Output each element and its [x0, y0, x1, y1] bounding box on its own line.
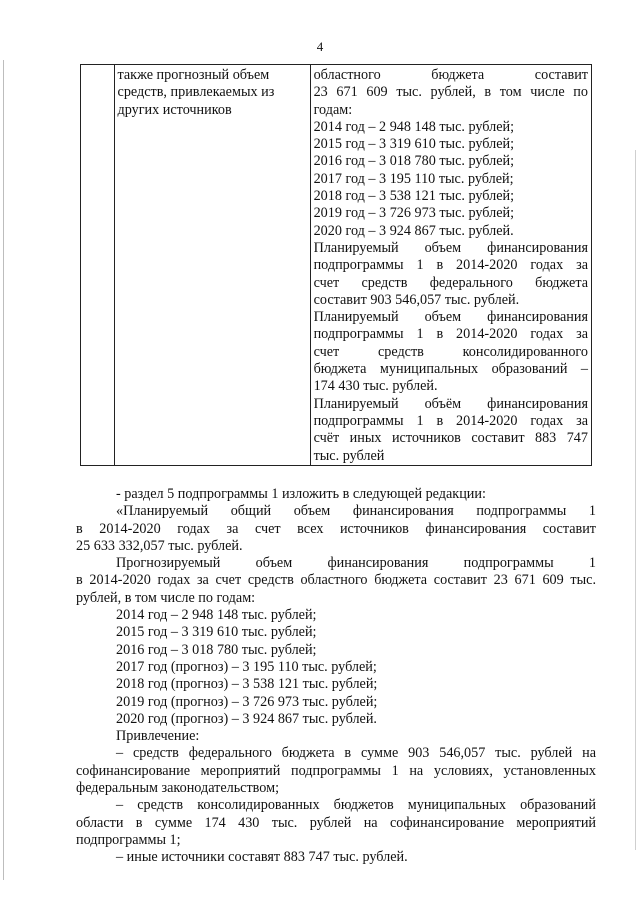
value-line: счёт иных источников составит 883 747 [313, 430, 588, 447]
value-line: подпрограммы 1 в 2014-2020 годах за [313, 412, 588, 429]
table-cell-label [114, 65, 310, 466]
label-line: также прогнозный объем [117, 67, 270, 83]
body-line: области в сумме 174 430 тыс. рублей на софинансирование мероприятий [76, 814, 596, 831]
value-line: областного бюджета составит [313, 67, 588, 83]
value-line: Планируемый объём финансирования [313, 395, 588, 412]
value-line: бюджета муниципальных образований – [313, 361, 588, 378]
value-line: счет средств консолидированного [313, 343, 588, 360]
scan-edge-right [635, 150, 636, 850]
value-line: 2015 год – 3 319 610 тыс. рублей; [313, 136, 515, 153]
value-line: подпрограммы 1 в 2014-2020 годах за [313, 326, 588, 343]
value-line: 23 671 609 тыс. рублей, в том числе по [313, 84, 588, 101]
body-line: рублей, в том числе по годам: [76, 589, 256, 606]
body-line: федеральным законодательством; [76, 780, 280, 797]
body-line: 2020 год (прогноз) – 3 924 867 тыс. рублей. [116, 710, 377, 727]
value-line: 2019 год – 3 726 973 тыс. рублей; [313, 205, 515, 222]
table-row [81, 65, 592, 466]
body-line: Привлечение: [116, 728, 200, 745]
table-cell-value [310, 65, 591, 466]
body-line: – иные источники составят 883 747 тыс. рублей. [116, 849, 408, 866]
body-line: - раздел 5 подпрограммы 1 изложить в следующей редакции: [116, 486, 486, 502]
value-line: подпрограммы 1 в 2014-2020 годах за [313, 257, 588, 274]
label-line: средств, привлекаемых из [117, 84, 275, 101]
value-line: Планируемый объем финансирования [313, 309, 588, 326]
value-line: 174 430 тыс. рублей. [313, 378, 438, 395]
body-line: – средств консолидированных бюджетов муниципальных образований [116, 797, 596, 814]
page-number: 4 [316, 39, 324, 54]
body-line: подпрограммы 1; [76, 831, 181, 848]
value-line: 2020 год – 3 924 867 тыс. рублей. [313, 222, 514, 239]
body-line: софинансирование мероприятий подпрограммы 1 на условиях, установленных [76, 762, 596, 779]
value-line: годам: [313, 101, 353, 118]
label-line: других источников [117, 101, 232, 118]
value-line: 2014 год – 2 948 148 тыс. рублей; [313, 118, 515, 135]
body-line: – средств федерального бюджета в сумме 903 546,057 тыс. рублей на [116, 745, 596, 762]
body-line: 2019 год (прогноз) – 3 726 973 тыс. рублей; [116, 693, 378, 710]
body-line: 25 633 332,057 тыс. рублей. [76, 537, 243, 554]
body-line: 2018 год (прогноз) – 3 538 121 тыс. рублей; [116, 676, 378, 693]
body-line: «Планируемый общий объем финансирования подпрограммы 1 [116, 503, 596, 520]
passport-table [80, 64, 592, 466]
body-line: 2016 год – 3 018 780 тыс. рублей; [116, 641, 317, 658]
section-5-text [76, 486, 596, 867]
value-line: тыс. рублей [313, 447, 385, 464]
value-line: Планируемый объем финансирования [313, 239, 588, 256]
body-line: в 2014-2020 годах за счет средств областного бюджета составит 23 671 609 тыс. [76, 572, 596, 589]
value-line: составит 903 546,057 тыс. рублей. [313, 291, 520, 308]
body-line: 2017 год (прогноз) – 3 195 110 тыс. рублей; [116, 658, 377, 675]
body-line: Прогнозируемый объем финансирования подпрограммы 1 [116, 555, 596, 572]
value-line: 2016 год – 3 018 780 тыс. рублей; [313, 153, 515, 170]
value-line: счет средств федерального бюджета [313, 274, 588, 291]
body-line: в 2014-2020 годах за счет всех источников финансирования составит [76, 520, 596, 537]
table-cell-empty [81, 65, 115, 466]
scan-edge-left [3, 60, 4, 880]
value-line: 2017 год – 3 195 110 тыс. рублей; [313, 170, 514, 187]
body-line: 2015 год – 3 319 610 тыс. рублей; [116, 624, 317, 641]
body-line: 2014 год – 2 948 148 тыс. рублей; [116, 607, 317, 624]
value-line: 2018 год – 3 538 121 тыс. рублей; [313, 188, 515, 205]
